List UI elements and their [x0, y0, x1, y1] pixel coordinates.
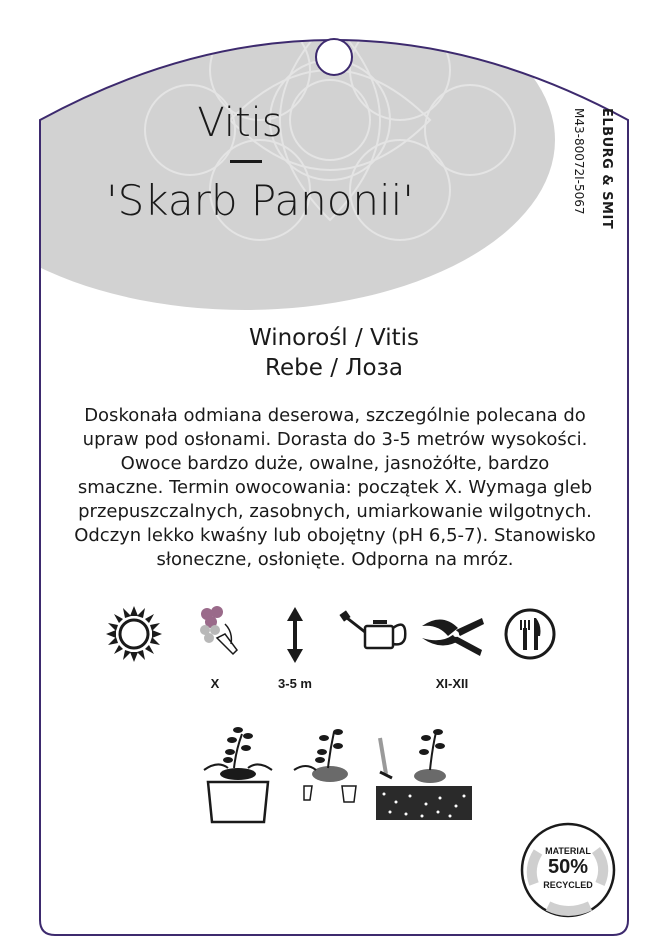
- pruning-caption: XI-XII: [435, 676, 469, 691]
- watering-can-icon: [339, 610, 405, 648]
- common-name-line2: Rebe / Лоза: [265, 355, 403, 381]
- description-line: Doskonała odmiana deserowa, szczególnie polecana do: [84, 405, 586, 426]
- height-caption: 3-5 m: [278, 676, 312, 691]
- description-line: Odczyn lekko kwaśny lub obojętny (pH 6,5-7). Stanowisko: [74, 525, 596, 546]
- description: [60, 404, 610, 572]
- product-code: M43-80072I-5067: [572, 108, 586, 215]
- recycle-line2: 50%: [547, 856, 589, 878]
- description-line: upraw pod osłonami. Dorasta do 3-5 metrów wysokości.: [82, 429, 588, 450]
- fruit-caption: X: [210, 676, 220, 691]
- fruit-harvest-icon: [200, 606, 237, 654]
- genus-title: Vitis: [197, 100, 283, 146]
- title-dash: [230, 160, 262, 163]
- height-arrow-icon: [287, 607, 303, 663]
- brand-name: ELBURG & SMIT: [599, 108, 614, 230]
- description-line: słoneczne, osłonięte. Odporna na mróz.: [156, 549, 514, 570]
- sun-icon: [106, 606, 162, 662]
- description-line: Owoce bardzo duże, owalne, jasnożółte, bardzo: [120, 453, 550, 474]
- common-name-line1: Winorośl / Vitis: [248, 325, 420, 351]
- planting-step-pot: [204, 727, 272, 822]
- cultivar-title: 'Skarb Panonii': [106, 176, 414, 225]
- description-line: przepuszczalnych, zasobnych, umiarkowanie wilgotnych.: [78, 501, 592, 522]
- hang-hole: [316, 39, 352, 75]
- recycle-line3: RECYCLED: [543, 880, 593, 890]
- header-arc: [0, 0, 555, 310]
- fork-knife-icon: [506, 610, 554, 658]
- pruning-shears-icon: [422, 618, 484, 656]
- planting-step-soak: [294, 729, 356, 802]
- description-line: smaczne. Termin owocowania: początek X. Wymaga gleb: [77, 477, 593, 498]
- recycle-line1: MATERIAL: [545, 846, 591, 856]
- planting-step-ground: [376, 729, 472, 820]
